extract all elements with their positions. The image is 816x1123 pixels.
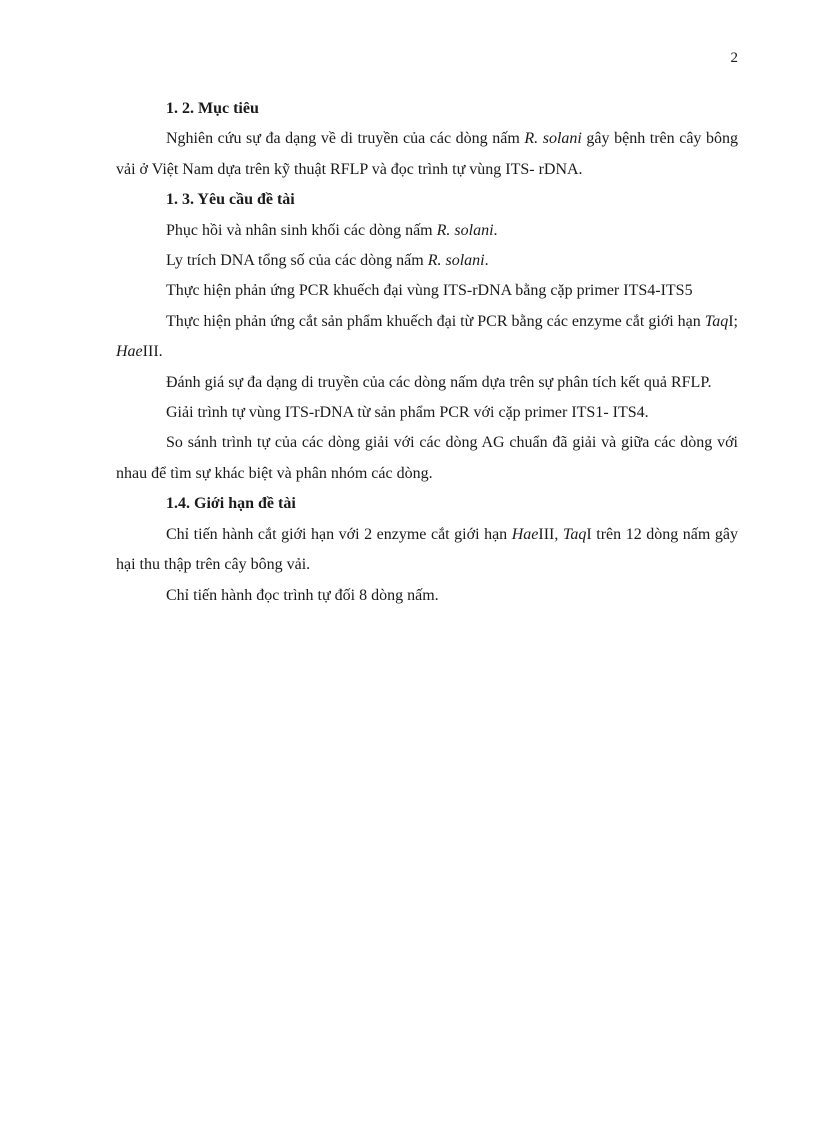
- requirement-item: Thực hiện phản ứng PCR khuếch đại vùng ITS-rDNA bằng cặp primer ITS4-ITS5: [166, 282, 693, 300]
- requirement-item: So sánh trình tự của các dòng giải với các dòng AG chuẩn đã giải và giữa các dòng với nhau để tìm sự khác biệt và phân nhóm các dòng.: [116, 434, 738, 482]
- document-body: [116, 94, 738, 611]
- requirement-item: Giải trình tự vùng ITS-rDNA từ sản phẩm PCR với cặp primer ITS1- ITS4.: [166, 404, 649, 422]
- section-heading-muc-tieu: 1. 2. Mục tiêu: [166, 100, 259, 117]
- limitation-item: Chỉ tiến hành cắt giới hạn với 2 enzyme cắt giới hạn HaeIII, TaqI trên 12 dòng nấm gây hại thu thập trên cây bông vải.: [116, 525, 738, 574]
- requirement-item: Phục hồi và nhân sinh khối các dòng nấm R. solani.: [166, 221, 498, 239]
- requirement-item: Thực hiện phản ứng cắt sản phẩm khuếch đại từ PCR bằng các enzyme cắt giới hạn TaqI; HaeIII.: [116, 312, 738, 361]
- requirement-item: Đánh giá sự đa dạng di truyền của các dòng nấm dựa trên sự phân tích kết quả RFLP.: [166, 373, 712, 391]
- requirement-item: Ly trích DNA tổng số của các dòng nấm R. solani.: [166, 252, 489, 270]
- paragraph-objective: Nghiên cứu sự đa dạng về di truyền của các dòng nấm R. solani gây bệnh trên cây bông vải ở Việt Nam dựa trên kỹ thuật RFLP và đọc trình tự vùng ITS- rDNA.: [116, 130, 739, 178]
- section-heading-gioi-han: 1.4. Giới hạn đề tài: [166, 495, 296, 513]
- limitation-item: Chỉ tiến hành đọc trình tự đối 8 dòng nấm.: [166, 586, 439, 604]
- page-number: 2: [730, 50, 738, 66]
- section-heading-yeu-cau: 1. 3. Yêu cầu đề tài: [166, 191, 295, 209]
